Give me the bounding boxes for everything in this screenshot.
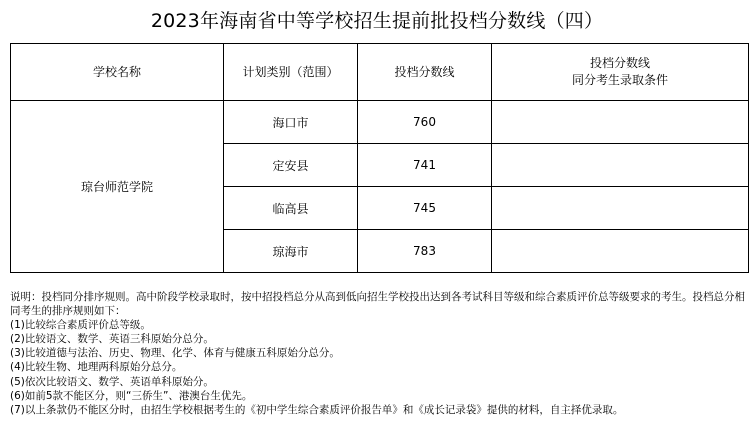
tie-rule-cell [492,230,749,273]
note-item: (7)以上条款仍不能区分时，由招生学校根据考生的《初中学生综合素质评价报告单》和《成长记录袋》提供的材料，自主择优录取。 [10,403,624,416]
plan-type-cell: 海口市 [224,101,358,144]
score-cell: 741 [358,144,492,187]
plan-type-cell: 定安县 [224,144,358,187]
note-item: (3)比较道德与法治、历史、物理、化学、体育与健康五科原始分总分。 [10,347,340,360]
page-title: 2023年海南省中等学校招生提前批投档分数线（四） [150,10,604,32]
header-tie-rule-line1: 投档分数线 [589,56,650,70]
header-school-name: 学校名称 [11,44,224,101]
plan-type-cell: 琼海市 [224,230,358,273]
header-tie-rule-line2: 同分考生录取条件 [571,73,668,87]
note-item: (5)依次比较语文、数学、英语单科原始分。 [10,375,214,388]
tie-rule-cell [492,101,749,144]
tie-rule-cell [492,187,749,230]
score-cell: 760 [358,101,492,144]
note-item: (2)比较语文、数学、英语三科原始分总分。 [10,333,214,346]
plan-type-cell: 临高县 [224,187,358,230]
score-cell: 745 [358,187,492,230]
admission-score-table [10,43,749,273]
header-score: 投档分数线 [358,44,492,101]
school-name-cell: 琼台师范学院 [11,101,224,273]
note-item: (1)比较综合素质评价总等级。 [10,319,151,332]
header-tie-rule [492,44,749,101]
table-header-row [11,44,749,101]
score-cell: 783 [358,230,492,273]
table-row [11,101,749,144]
note-item: (4)比较生物、地理两科原始分总分。 [10,361,183,374]
notes-section [10,290,748,417]
tie-rule-cell [492,144,749,187]
notes-intro: 说明：投档同分排序规则。高中阶段学校录取时，按中招投档总分从高到低向招生学校投出达到各考试科目等级和综合素质评价总等级要求的考生。投档总分相同考生的排序规则如下： [10,291,745,318]
note-item: (6)如前5款不能区分，则“三侨生”、港澳台生优先。 [10,389,253,402]
header-plan-type: 计划类别（范围） [224,44,358,101]
